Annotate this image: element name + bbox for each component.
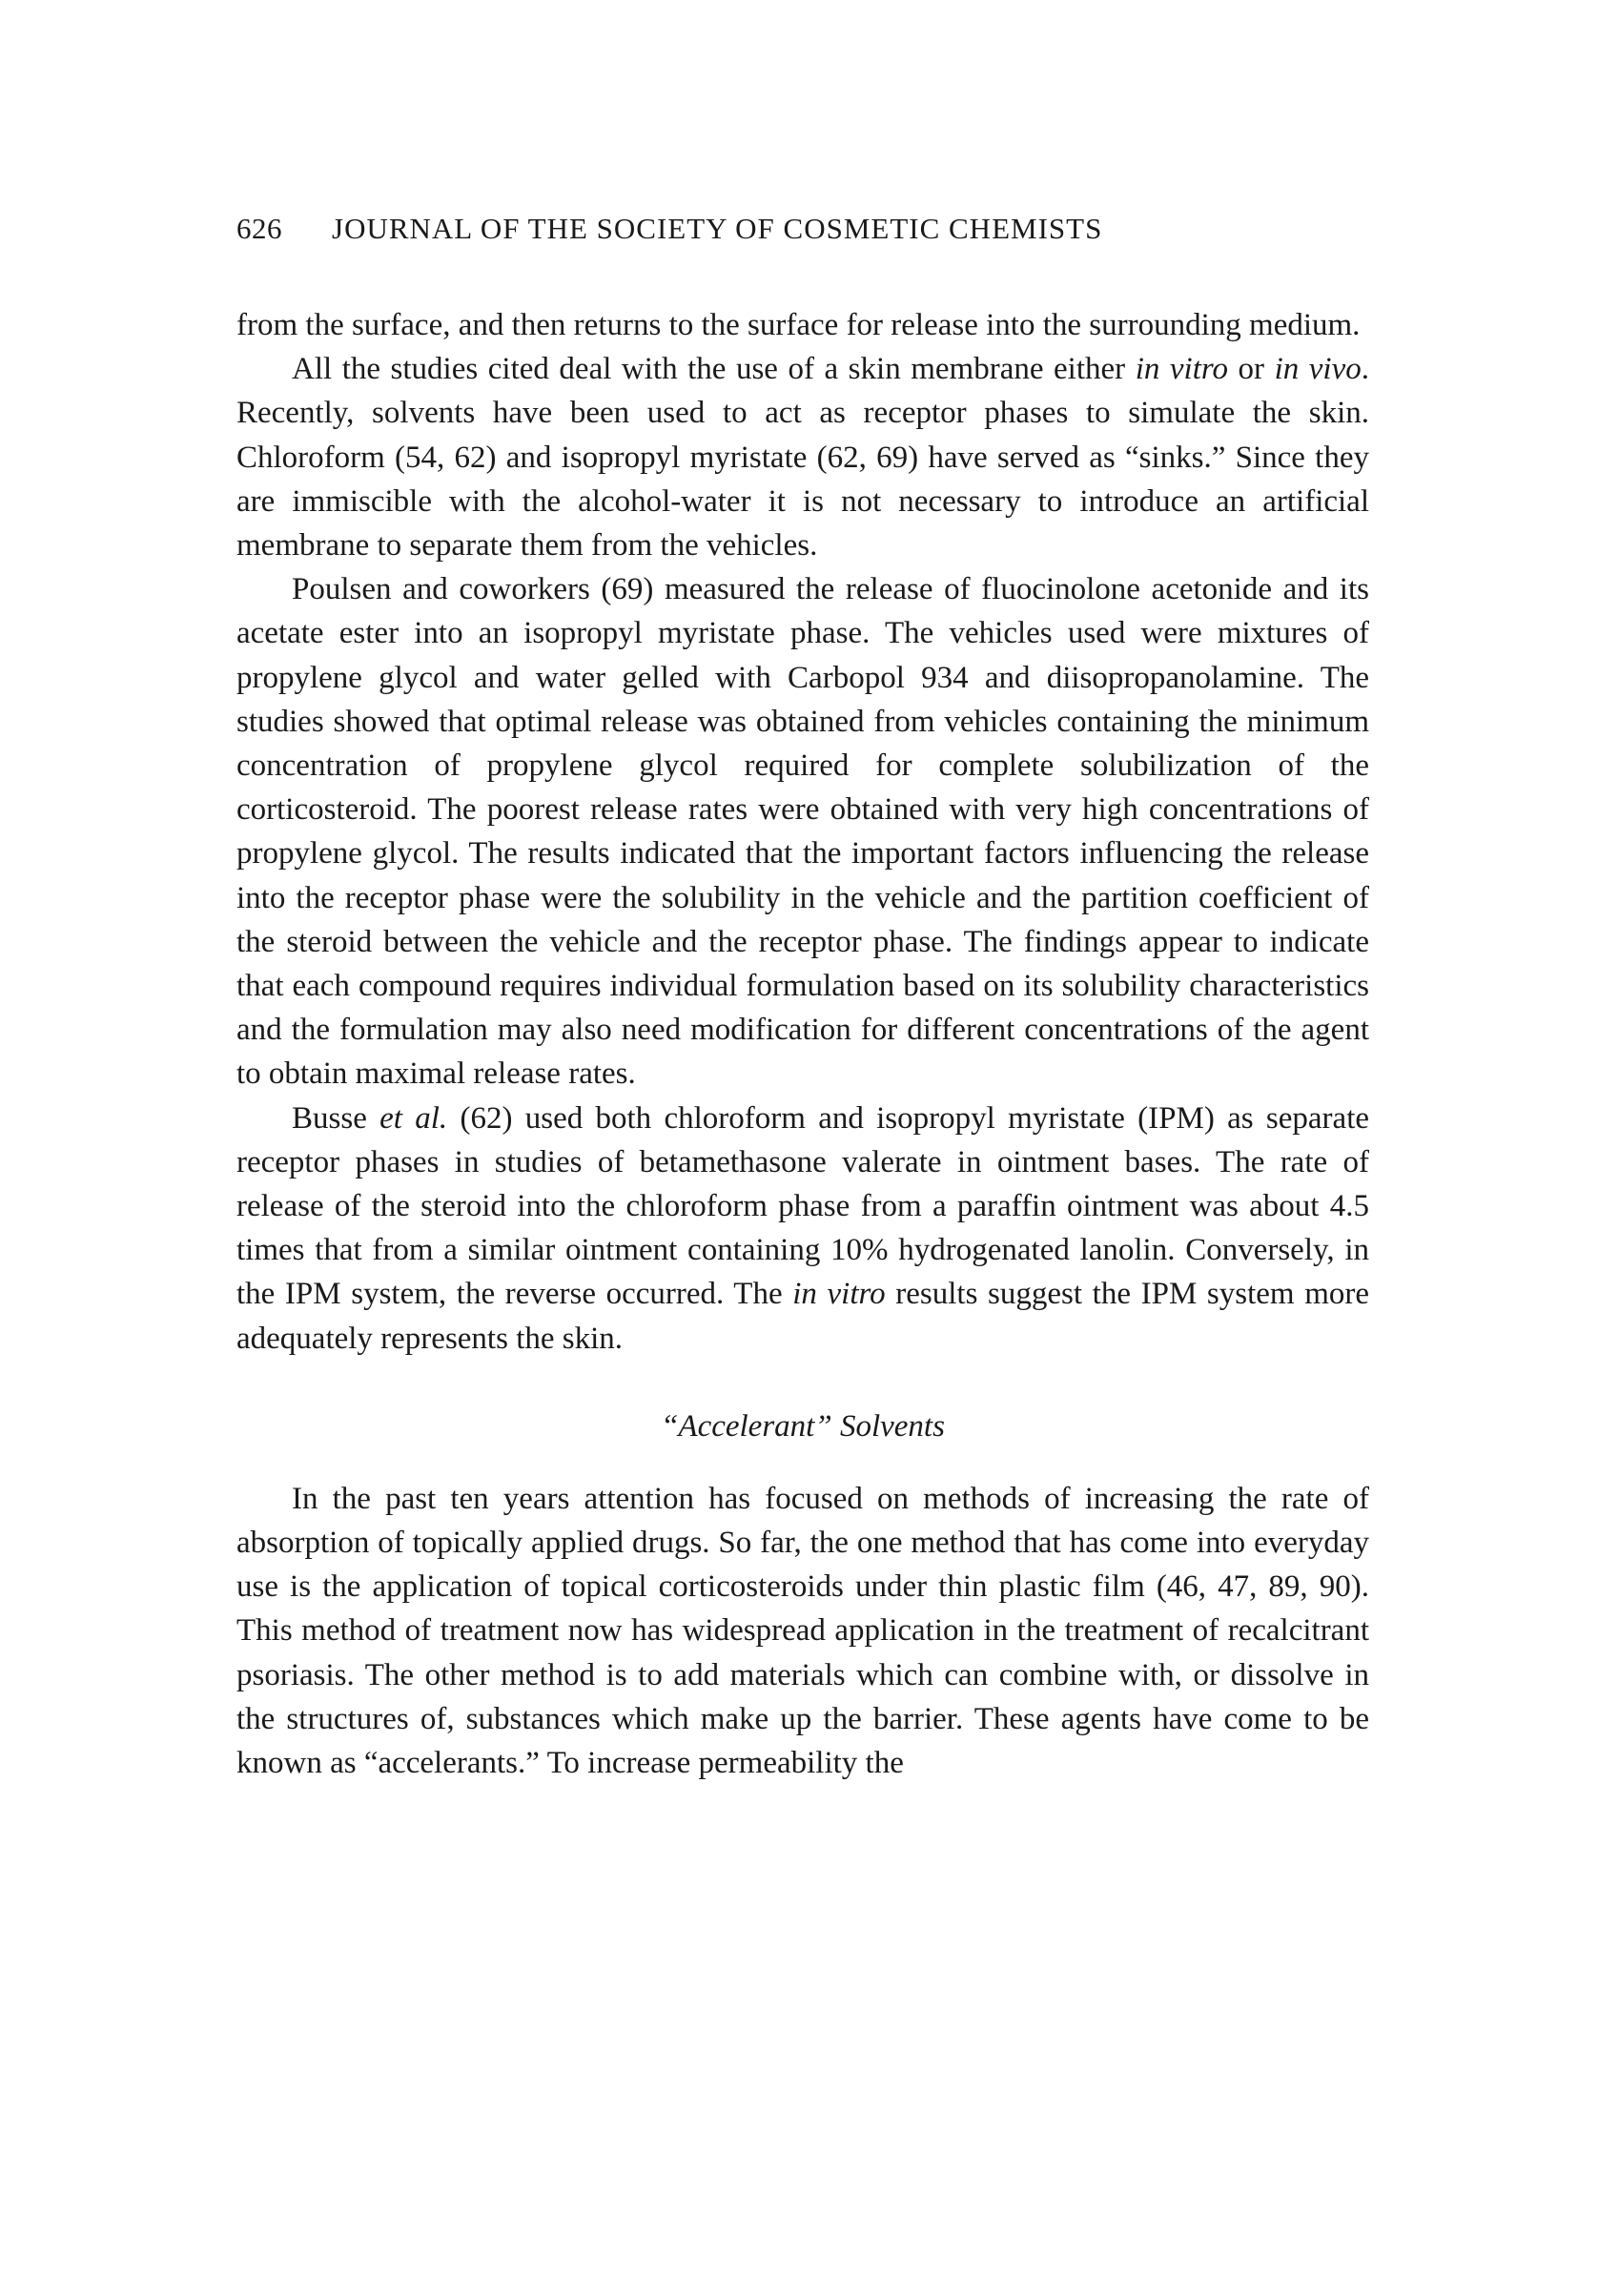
paragraph xyxy=(236,1097,1369,1361)
italic-text: et al. xyxy=(379,1100,448,1136)
text-run: All the studies cited deal with the use of a skin membrane either xyxy=(292,352,1136,387)
paragraph xyxy=(236,303,1369,347)
paragraph xyxy=(236,347,1369,567)
journal-page xyxy=(236,212,1369,1785)
section-body-text xyxy=(236,1477,1369,1785)
text-run: In the past ten years attention has focused on methods of increasing the rate of absorption of topically applied drugs. So far, the one method that has come into everyday use is the application of topical corticosteroids under thin plastic film (46, 47, 89, 90). This method of treatment now has widespread application in the treatment of recalcitrant psoriasis. The other method is to add materials which can combine with, or dissolve in the structures of, substances which make up the barrier. These agents have come to be known as “accelerants.” To increase permeability the xyxy=(236,1481,1369,1781)
text-run: from the surface, and then returns to the surface for release into the surrounding medium. xyxy=(236,308,1361,342)
text-run: Busse xyxy=(292,1100,380,1136)
journal-title: JOURNAL OF THE SOCIETY OF COSMETIC CHEMISTS xyxy=(332,212,1103,245)
text-run: (62) used both chloroform and isopropyl myristate (IPM) as separate receptor phases in studies of betamethasone valerate in ointment bases. The rate of release of the steroid into the chloroform phase from a paraffin ointment was about 4.5 times that from a similar ointment containing 10% hydrogenated lanolin. Conversely, in the IPM system, the reverse occurred. The xyxy=(236,1100,1370,1312)
text-run: or xyxy=(1228,352,1275,387)
page-number: 626 xyxy=(236,212,282,245)
text-run: . Recently, solvents have been used to act as receptor phases to simulate the skin. Chloroform (54, 62) and isopropyl myristate (62, 69) have served as “sinks.” Since they are immiscible with the alcohol-water it is not necessary to introduce an artificial membrane to separate them from the vehicles. xyxy=(236,352,1369,564)
paragraph xyxy=(236,567,1369,1096)
italic-text: in vitro xyxy=(1135,352,1228,387)
italic-text: in vivo xyxy=(1274,352,1362,387)
section-heading: “Accelerant” Solvents xyxy=(661,1408,945,1444)
italic-text: in vitro xyxy=(792,1277,886,1312)
running-head xyxy=(236,212,1369,256)
text-run: Poulsen and coworkers (69) measured the release of fluocinolone acetonide and its acetate ester into an isopropyl myristate phase. The vehicles used were mixtures of propylene glycol and water gelled with Carbopol 934 and diisopropanolamine. The studies showed that optimal release was obtained from vehicles containing the minimum concentration of propylene glycol required for complete solubilization of the corticosteroid. The poorest release rates were obtained with very high concentrations of propylene glycol. The results indicated that the important factors influencing the release into the receptor phase were the solubility in the vehicle and the partition coefficient of the steroid between the vehicle and the receptor phase. The findings appear to indicate that each compound requires individual formulation based on its solubility characteristics and the formulation may also need modification for different concentrations of the agent to obtain maximal release rates. xyxy=(236,572,1369,1092)
text-run: results suggest the IPM system more adequately represents the skin. xyxy=(236,1277,1370,1356)
paragraph xyxy=(236,1477,1369,1785)
body-text xyxy=(236,303,1369,1361)
